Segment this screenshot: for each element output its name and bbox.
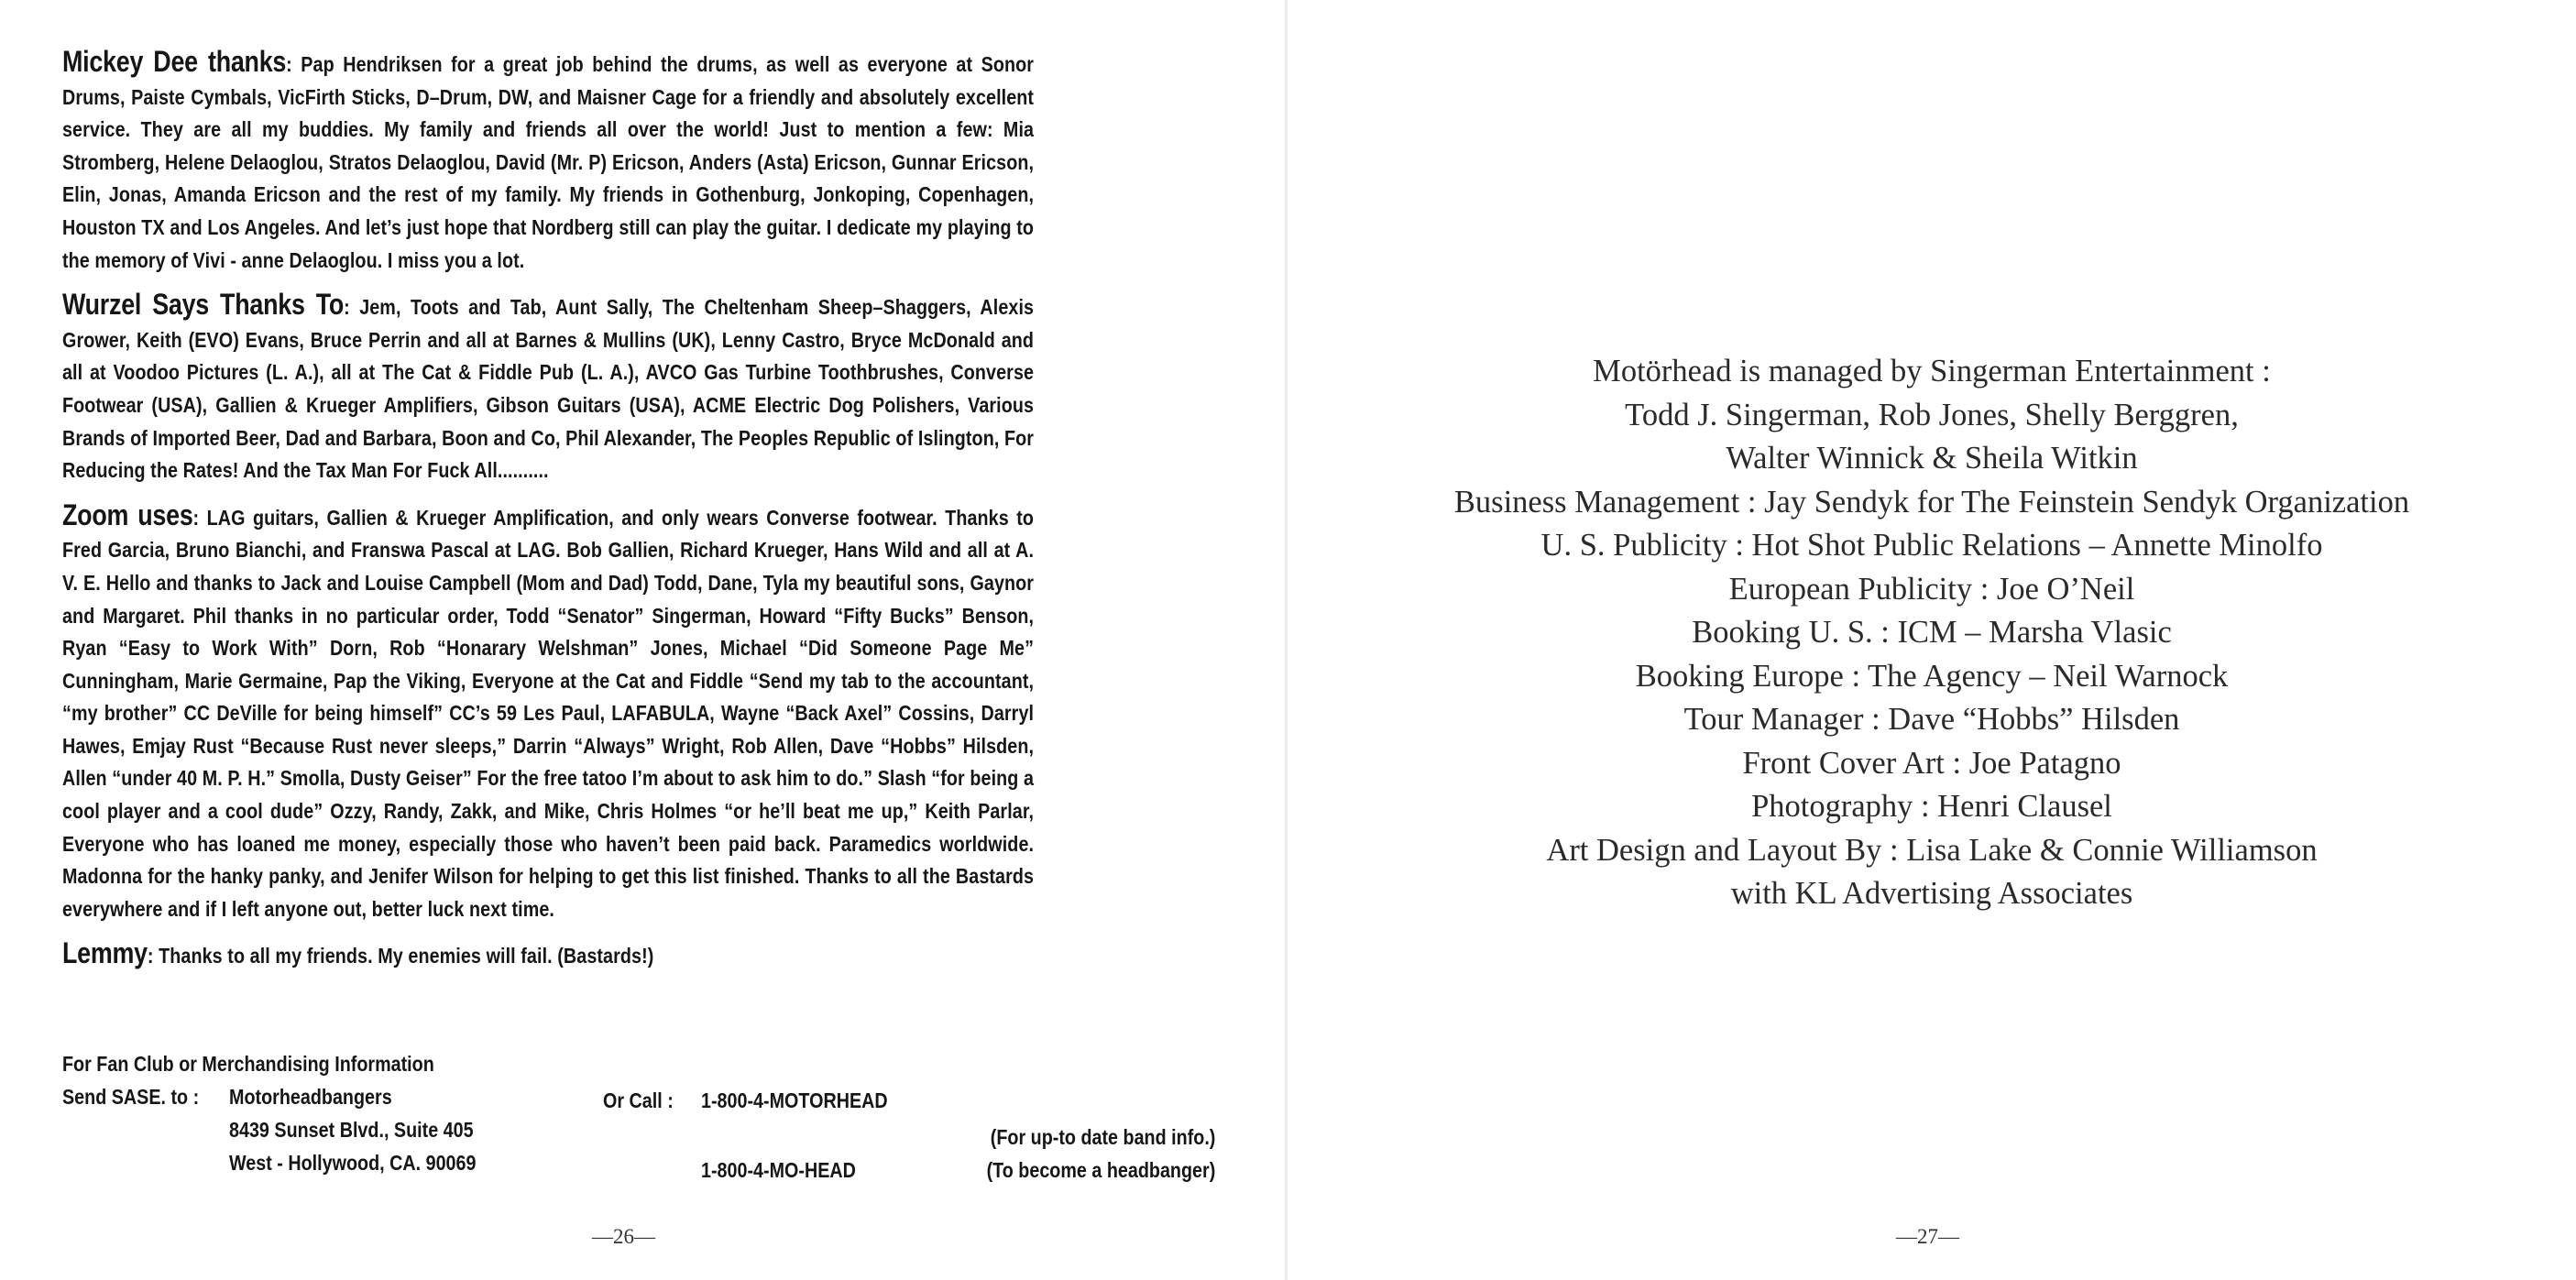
address-line: Motorheadbangers — [229, 1085, 392, 1109]
credit-line: Booking U. S. : ICM – Marsha Vlasic — [1692, 615, 2172, 650]
address-line: West - Hollywood, CA. 90069 — [229, 1151, 477, 1175]
phone-number: 1-800-4-MO-HEAD — [701, 1158, 856, 1182]
credit-line: Motörhead is managed by Singerman Entertainment : — [1593, 354, 2271, 388]
credit-line: European Publicity : Joe O’Neil — [1728, 571, 2135, 607]
phone-number: 1-800-4-MOTORHEAD — [701, 1089, 888, 1112]
credit-separator: : — [286, 52, 292, 76]
credit-line: with KL Advertising Associates — [1730, 876, 2133, 911]
credit-paragraph-mickey — [62, 46, 1034, 277]
credit-line: Walter Winnick & Sheila Witkin — [1726, 441, 2138, 476]
credit-line: Art Design and Layout By : Lisa Lake & Connie Williamson — [1546, 832, 2318, 868]
call-label: Or Call : — [603, 1089, 674, 1112]
credit-text: Pap Hendriksen for a great job behind the drums, as well as everyone at Sonor Drums, Paiste Cymbals, VicFirth Sticks, D–Drum, DW, and Maisner Cage for a friendly and absolutely excellent service. They are all my buddies. My family and friends all over the world! Just to mention a few: Mia Stromberg, Helene Delaoglou, Stratos Delaoglou, David (Mr. P) Ericson, Anders (Asta) Ericson, Gunnar Ericson, Elin, Jonas, Amanda Ericson and the rest of my family. My friends in Gothenburg, Jonkoping, Copenhagen, Houston TX and Los Angeles. And let’s just hope that Nordberg still can play the guitar. I dedicate my playing to the memory of Vivi - anne Delaoglou. I miss you a lot. — [62, 52, 1035, 272]
credit-separator: : — [344, 295, 350, 320]
credit-line: Booking Europe : The Agency – Neil Warnock — [1635, 658, 2229, 694]
credit-paragraph-zoom — [62, 499, 1034, 926]
credit-paragraph-lemmy — [62, 937, 1034, 973]
phone-note: (For up-to date band info.) — [990, 1125, 1215, 1149]
credit-text: Jem, Toots and Tab, Aunt Sally, The Cheltenham Sheep–Shaggers, Alexis Grower, Keith (EVO) Evans, Bruce Perrin and all at Barnes & Mullins (UK), Lenny Castro, Bryce McDonald and all at Voodoo Pictures (L. A.), all at The Cat & Fiddle Pub (L. A.), AVCO Gas Turbine Toothbrushes, Converse Footwear (USA), Gallien & Krueger Amplifiers, Gibson Guitars (USA), ACME Electric Dog Polishers, Various Brands of Imported Beer, Dad and Barbara, Boon and Co, Phil Alexander, The Peoples Republic of Islington, For Reducing the Rates! And the Tax Man For Fuck All.......... — [62, 295, 1035, 483]
right-page — [1288, 0, 2576, 1280]
left-page — [0, 0, 1286, 1280]
credit-text: LAG guitars, Gallien & Krueger Amplification, and only wears Converse footwear. Thanks to Fred Garcia, Bruno Bianchi, and Franswa Pascal at LAG. Bob Gallien, Richard Krueger, Hans Wild and all at A. V. E. Hello and thanks to Jack and Louise Campbell (Mom and Dad) Todd, Dane, Tyla my beautiful sons, Gaynor and Margaret. Phil thanks in no particular order, Todd “Senator” Singerman, Howard “Fifty Bucks” Benson, Ryan “Easy to Work With” Dorn, Rob “Honarary Welshman” Jones, Michael “Did Someone Page Me” Cunningham, Marie Germaine, Pap the Viking, Everyone at the Cat and Fiddle “Send my tab to the accountant, “my brother” CC DeVille for being himself” CC’s 59 Les Paul, LAFABULA, Wayne “Back Axel” Cossins, Darryl Hawes, Emjay Rust “Because Rust never sleeps,” Darrin “Always” Wright, Rob Allen, Dave “Hobbs” Hilsden, Allen “under 40 M. P. H.” Smolla, Dusty Geiser” For the free tatoo I’m about to ask him to do.” Slash “for being a cool player and a cool dude” Ozzy, Randy, Zakk, and Mike, Chris Holmes “or he’ll beat me up,” Keith Parlar, Everyone who has loaned me money, especially those who haven’t been paid back. Paramedics worldwide. Madonna for the hanky panky, and Jenifer Wilson for helping to get this list finished. Thanks to all the Bastards everywhere and if I left anyone out, better luck next time. — [62, 505, 1035, 921]
phone-note: (To become a headbanger) — [986, 1158, 1215, 1182]
address-line: 8439 Sunset Blvd., Suite 405 — [229, 1118, 474, 1142]
credit-text: Thanks to all my friends. My enemies will fail. (Bastards!) — [159, 944, 654, 968]
credit-separator: : — [192, 505, 200, 530]
send-label: Send SASE. to : — [62, 1085, 200, 1109]
page-number: —27— — [1896, 1225, 1959, 1248]
credit-line: Photography : Henri Clausel — [1751, 789, 2112, 824]
credit-line: Tour Manager : Dave “Hobbs” Hilsden — [1683, 702, 2180, 737]
credit-line: Front Cover Art : Joe Patagno — [1742, 745, 2121, 781]
thanks-credits — [62, 46, 1034, 985]
credit-paragraph-wurzel — [62, 289, 1034, 487]
management-credits — [1288, 350, 2576, 916]
credit-name: Mickey Dee thanks — [62, 45, 287, 78]
contact-heading: For Fan Club or Merchandising Information — [62, 1052, 434, 1076]
credit-separator: : — [147, 944, 154, 968]
page-number: —26— — [592, 1225, 655, 1248]
credit-line: U. S. Publicity : Hot Shot Public Relations – Annette Minolfo — [1540, 528, 2323, 563]
credit-name: Lemmy — [62, 936, 148, 970]
credit-name: Zoom uses — [62, 498, 193, 531]
credit-name: Wurzel Says Thanks To — [62, 288, 345, 322]
fan-club-contact — [62, 1052, 1219, 1189]
credit-line: Business Management : Jay Sendyk for The Feinstein Sendyk Organization — [1453, 484, 2410, 520]
credit-line: Todd J. Singerman, Rob Jones, Shelly Berggren, — [1625, 397, 2239, 432]
